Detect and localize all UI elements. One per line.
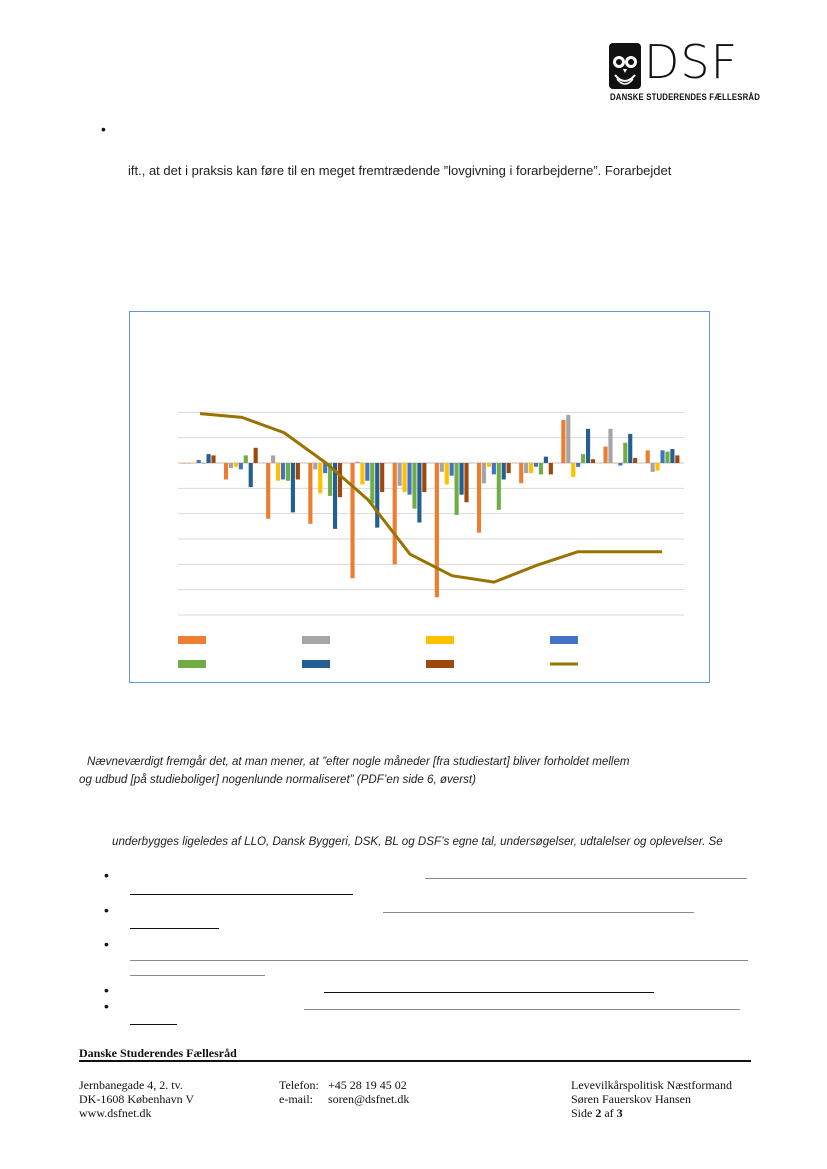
bullet-icon: • [104, 982, 109, 998]
chart-bar [308, 463, 312, 524]
address-line-1: Jernbanegade 4, 2. tv. [79, 1078, 183, 1092]
chart-bar [412, 463, 416, 509]
chart-bar [440, 463, 444, 472]
chart-bar [618, 463, 622, 466]
chart-bar [675, 455, 679, 463]
chart-bar [519, 463, 523, 483]
support-line: underbygges ligeledes af LLO, Dansk Byggeri, DSK, BL og DSF’s egne tal, undersøgelser, udtalelser og oplevelser. Se [112, 835, 723, 848]
legend-swatch [178, 660, 206, 668]
chart-bar [445, 463, 449, 485]
page-current: 2 [595, 1106, 602, 1120]
person-name: Søren Fauerskov Hansen [571, 1092, 691, 1106]
chart-bar [524, 463, 528, 473]
logo-wordmark: DSF [644, 35, 739, 89]
chart-bar [403, 463, 407, 492]
chart-bar [670, 449, 674, 463]
address-line-2: DK-1608 København V [79, 1092, 195, 1106]
legend-swatch [550, 636, 578, 644]
dsf-logo [608, 35, 761, 106]
chart-bar [507, 463, 511, 473]
chart-bar [249, 463, 253, 487]
website-link[interactable]: www.dsfnet.dk [79, 1106, 152, 1120]
chart-bar [497, 463, 501, 510]
bullet-icon: • [104, 936, 109, 952]
chart-bar [407, 463, 411, 495]
chart-bar [581, 454, 585, 463]
quote-line-1: Nævneværdigt fremgår det, at man mener, at ”efter nogle måneder [fra studiestart] bliver forholdet mellem [87, 755, 630, 768]
link-underline[interactable] [130, 928, 219, 929]
chart-bar [628, 434, 632, 463]
chart-bar [355, 462, 359, 463]
chart-bar [529, 463, 533, 473]
chart-bar [370, 463, 374, 504]
chart-bar [656, 463, 660, 471]
chart-bar [571, 463, 575, 477]
chart-bar [586, 429, 590, 463]
chart-bar [492, 463, 496, 474]
chart-bar [266, 463, 270, 519]
link-underline[interactable] [130, 1024, 177, 1025]
chart-bar [477, 463, 481, 533]
chart-bar [608, 429, 612, 463]
chart-bar [286, 463, 290, 481]
owl-icon [608, 42, 642, 92]
chart-bar [417, 463, 421, 523]
bullet-icon: • [104, 998, 109, 1014]
chart-bar [422, 463, 426, 492]
chart-bar [646, 450, 650, 463]
legend-swatch [426, 660, 454, 668]
chart-bar [455, 463, 459, 515]
chart-container [129, 311, 710, 683]
chart-bar [482, 463, 486, 483]
chart-bar [350, 463, 354, 578]
chart-bar [549, 463, 553, 474]
chart-bar [544, 457, 548, 463]
page-number: Side 2 af 3 [571, 1106, 623, 1120]
bullet-icon: • [104, 867, 109, 883]
chart-bar [276, 463, 280, 481]
chart-bar [576, 463, 580, 467]
phone-label: Telefon: [279, 1078, 319, 1092]
footer-signature [571, 1078, 732, 1120]
chart-bar [197, 460, 201, 463]
chart-bar [459, 463, 463, 495]
footer-contact [279, 1078, 409, 1106]
chart-bar [450, 463, 454, 476]
chart-bar [665, 452, 669, 463]
chart-bar [281, 463, 285, 479]
link-underline[interactable] [130, 975, 265, 976]
chart-bar [603, 447, 607, 463]
email-link[interactable]: soren@dsfnet.dk [328, 1092, 410, 1106]
chart-bar [206, 454, 210, 463]
chart-bar [318, 463, 322, 493]
chart-svg [130, 312, 709, 682]
chart-bar [202, 463, 206, 464]
bullet-icon: • [104, 902, 109, 918]
chart-bar [487, 463, 491, 467]
chart-bar [234, 463, 238, 467]
legend-swatch [302, 636, 330, 644]
chart-bar [365, 463, 369, 481]
chart-bar [539, 463, 543, 474]
chart-bar [464, 463, 468, 502]
link-underline[interactable] [324, 992, 654, 993]
chart-bar [254, 448, 258, 463]
chart-bar [660, 450, 664, 463]
chart-bar [239, 463, 243, 469]
body-text-line: ift., at det i praksis kan føre til en meget fremtrædende ”lovgivning i forarbejderne”. Forarbejdet [128, 163, 672, 178]
link-underline[interactable] [383, 912, 694, 913]
email-label: e-mail: [279, 1092, 313, 1106]
page-total: 3 [616, 1106, 623, 1120]
chart-bar [244, 455, 248, 463]
chart-bar [393, 463, 397, 564]
chart-bar [271, 455, 275, 463]
chart-bar [211, 455, 215, 463]
chart-bar [633, 458, 637, 463]
legend-swatch [178, 636, 206, 644]
logo-subtitle: DANSKE STUDERENDES FÆLLESRÅD [610, 92, 761, 103]
chart-bar [380, 463, 384, 492]
chart-bar [375, 463, 379, 528]
link-underline[interactable] [304, 1009, 740, 1010]
quote-line-2: og udbud [på studieboliger] nogenlunde normaliseret” (PDF’en side 6, øverst) [79, 773, 476, 786]
chart-bar [398, 463, 402, 486]
link-underline[interactable] [130, 894, 353, 895]
bullet-icon: • [101, 121, 106, 137]
chart-bar [187, 463, 191, 464]
link-underline[interactable] [425, 878, 747, 879]
chart-bar [360, 463, 364, 485]
chart-bar [623, 443, 627, 463]
chart-bar [313, 463, 317, 469]
chart-bar [338, 463, 342, 497]
chart-bar [182, 463, 186, 464]
chart-bar [534, 463, 538, 467]
chart-bar [296, 463, 300, 479]
chart-bar [291, 463, 295, 512]
chart-bar [502, 463, 506, 479]
chart-bar [566, 415, 570, 463]
legend-swatch [302, 660, 330, 668]
chart-bar [591, 459, 595, 463]
footer-divider [79, 1060, 751, 1062]
footer-org-name: Danske Studerendes Fællesråd [79, 1046, 237, 1060]
footer-address [79, 1078, 194, 1120]
link-underline[interactable] [130, 960, 748, 961]
chart-bar [192, 463, 196, 464]
chart-bar [651, 463, 655, 472]
chart-bar [435, 463, 439, 597]
chart-bar [224, 463, 228, 479]
legend-swatch [426, 636, 454, 644]
phone-number: +45 28 19 45 02 [328, 1078, 407, 1092]
chart-bar [613, 463, 617, 464]
chart-bar [561, 420, 565, 463]
role-title: Levevilkårspolitisk Næstformand [571, 1078, 732, 1092]
chart-bar [229, 463, 233, 468]
